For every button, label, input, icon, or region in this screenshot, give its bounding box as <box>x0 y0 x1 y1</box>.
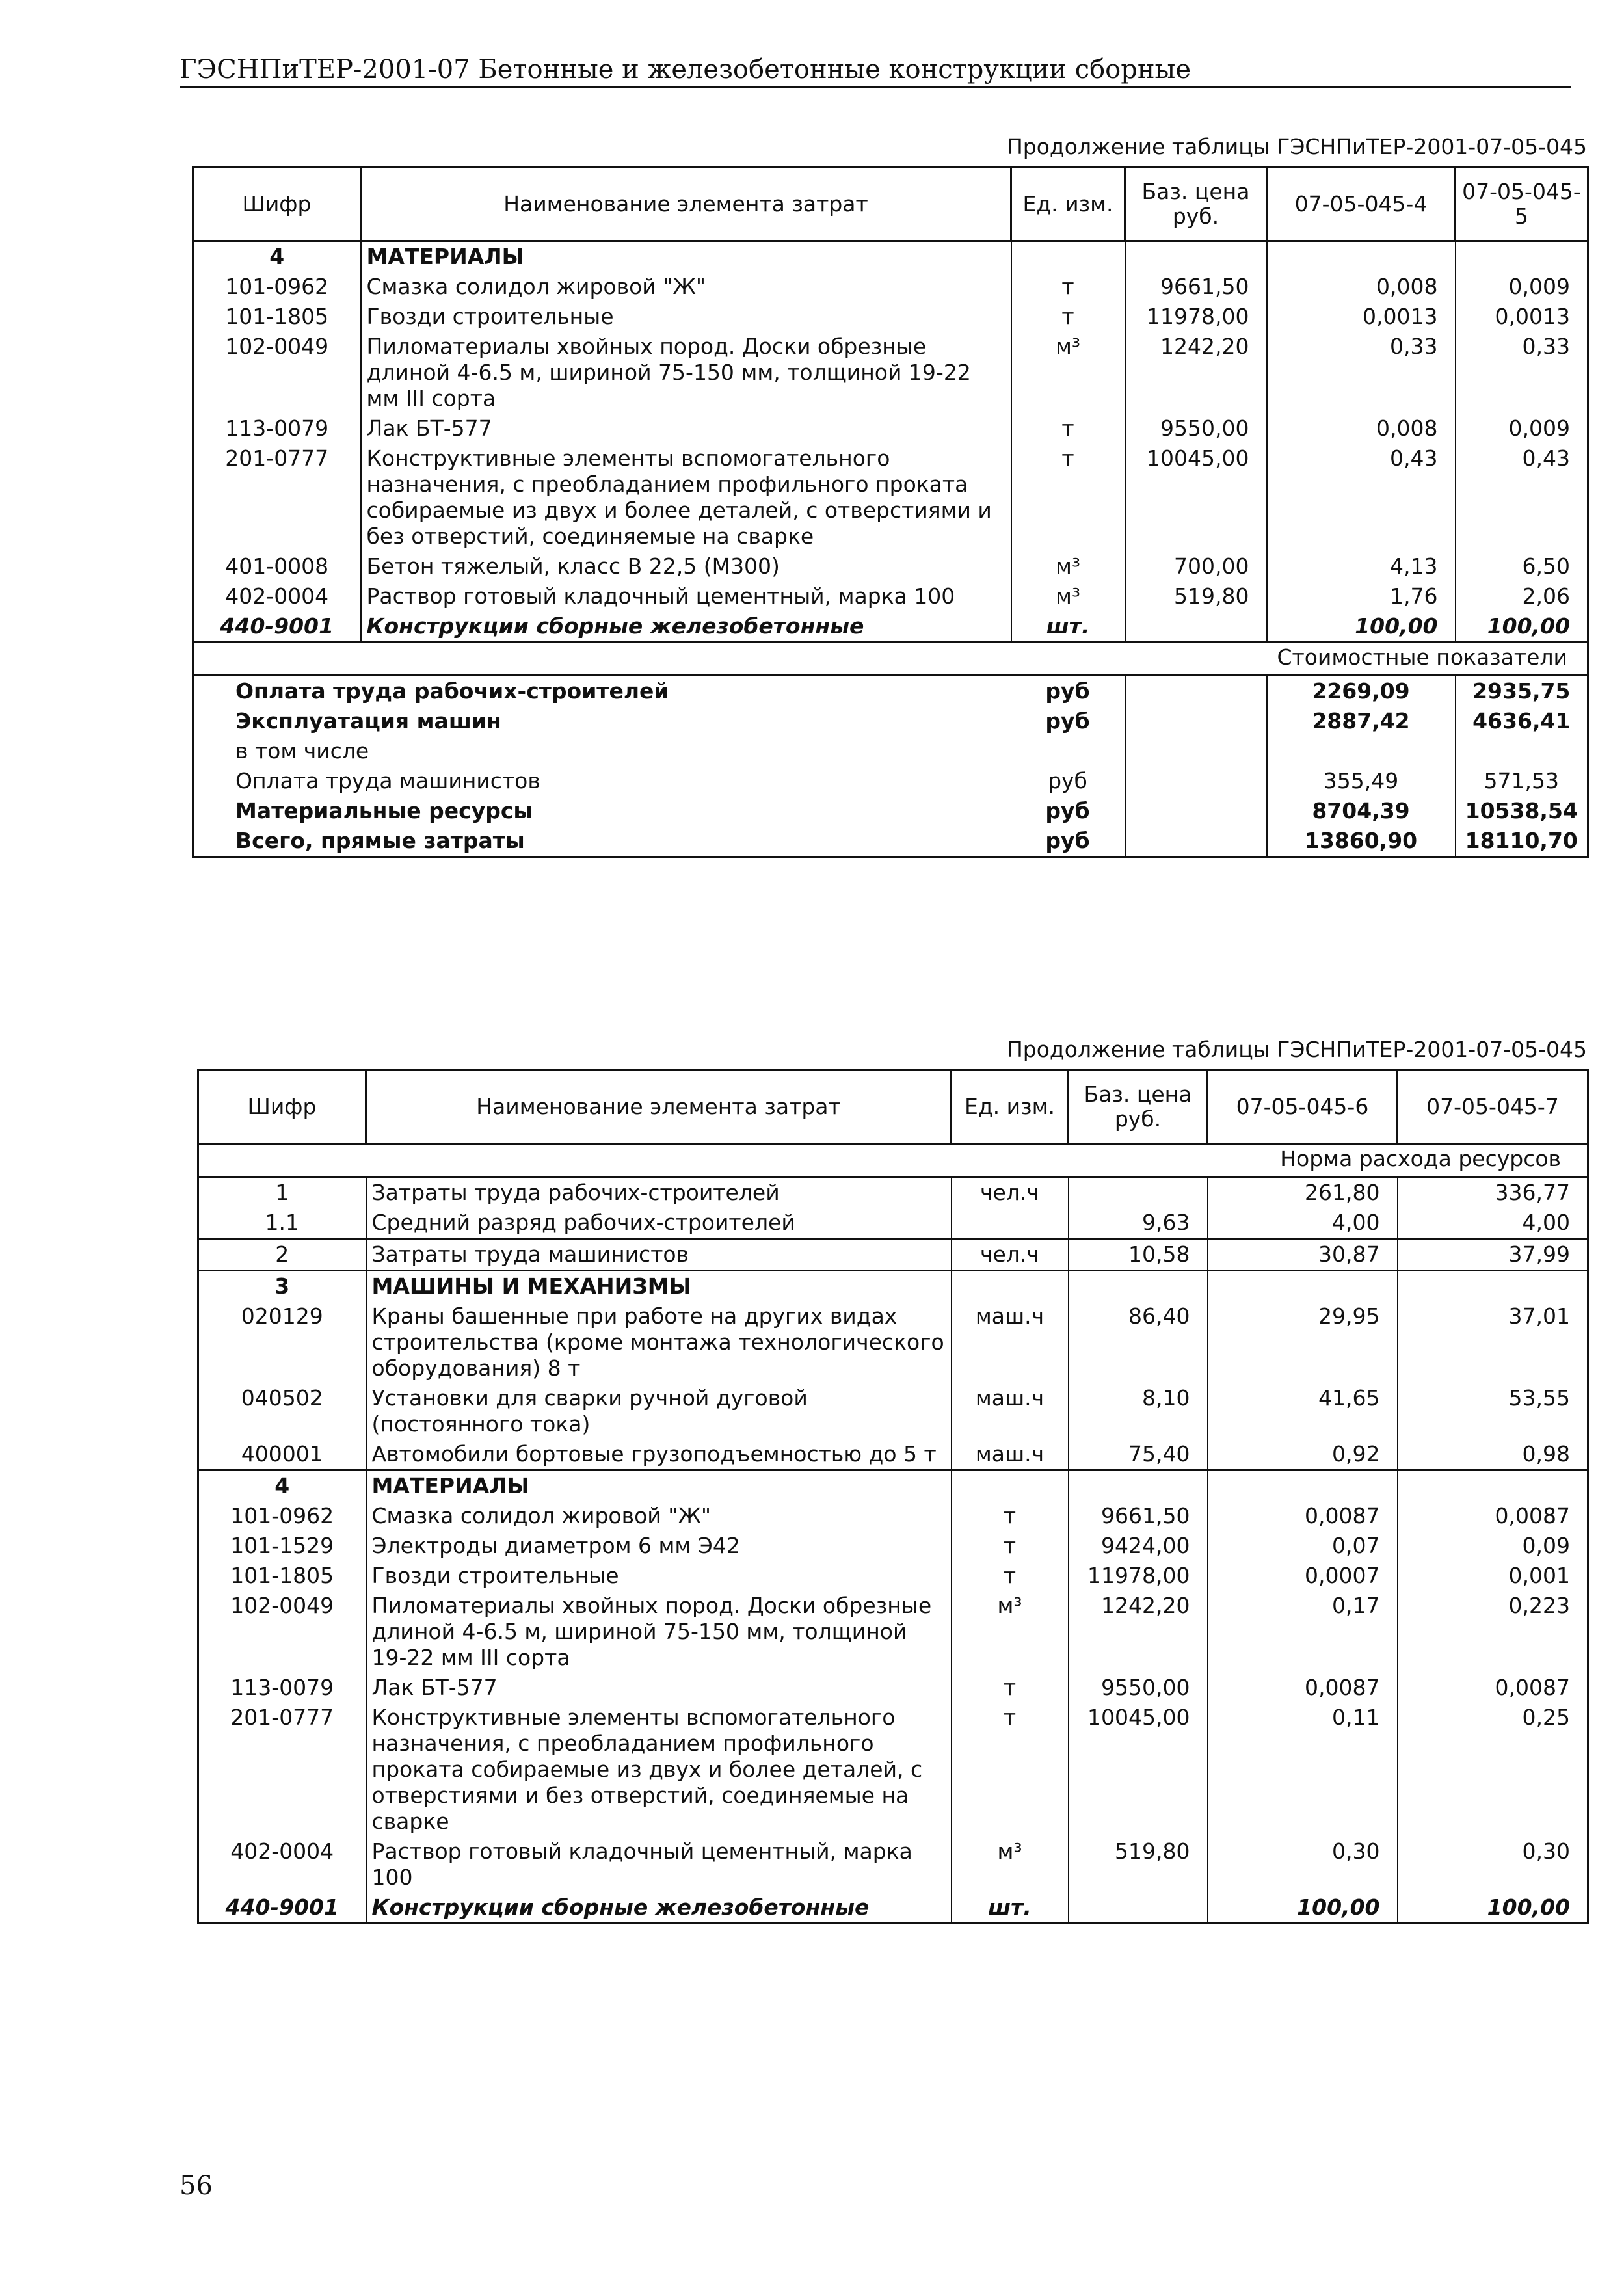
table-cell: Конструктивные элементы вспомогательного назначения, с преобладанием профильного проката собираемые из двух и более деталей, с отверстиями и без отверстий, соединяемые на сварке <box>366 1703 952 1837</box>
table-cell: 0,0087 <box>1208 1673 1398 1703</box>
table-cell: 2,06 <box>1456 581 1588 611</box>
table-cell: 100,00 <box>1398 1893 1588 1924</box>
table-cell: Смазка солидол жировой "Ж" <box>361 272 1011 302</box>
table-cell: 101-1805 <box>198 1561 366 1591</box>
table-cell: т <box>952 1673 1069 1703</box>
section-code: 3 <box>198 1271 366 1302</box>
column-header: 07-05-045-7 <box>1398 1071 1588 1144</box>
cost-row <box>193 736 1588 766</box>
table-cell: 9661,50 <box>1125 272 1267 302</box>
table-cell: 1 <box>198 1177 366 1208</box>
table1-header-row <box>193 168 1588 241</box>
table-cell: 41,65 <box>1208 1383 1398 1439</box>
table-cell: 9550,00 <box>1069 1673 1208 1703</box>
table-cell: 440-9001 <box>198 1893 366 1924</box>
table-cell: руб <box>1045 798 1090 823</box>
table-row <box>198 1893 1588 1924</box>
cost-row <box>193 826 1588 857</box>
table-cell: руб <box>1048 768 1087 793</box>
table2-caption: Продолжение таблицы ГЭСНПиТЕР-2001-07-05-045 <box>1006 1037 1587 1062</box>
table-cell: 1242,20 <box>1125 332 1267 414</box>
cost-name: в том числе <box>193 736 1011 766</box>
table-cell: Бетон тяжелый, класс В 22,5 (М300) <box>361 552 1011 581</box>
table-cell: Лак БТ-577 <box>366 1673 952 1703</box>
cost-header-row <box>193 643 1588 676</box>
table-cell: 1.1 <box>198 1208 366 1239</box>
table-cell: шт. <box>1011 611 1125 643</box>
table-cell: т <box>952 1561 1069 1591</box>
table-cell: 0,07 <box>1208 1531 1398 1561</box>
table-row <box>198 1531 1588 1561</box>
cost-row <box>193 796 1588 826</box>
table-cell: 440-9001 <box>193 611 361 643</box>
table-cell: 355,49 <box>1267 766 1456 796</box>
table-cell <box>1011 736 1125 766</box>
table-cell: Гвозди строительные <box>366 1561 952 1591</box>
table-cell: 0,009 <box>1456 272 1588 302</box>
table-cell: Раствор готовый кладочный цементный, марка 100 <box>366 1837 952 1893</box>
column-header: 07-05-045-4 <box>1267 168 1456 241</box>
header-rule <box>180 86 1571 88</box>
table-cell: 020129 <box>198 1301 366 1383</box>
table-cell: маш.ч <box>952 1439 1069 1470</box>
table-cell: 2269,09 <box>1267 676 1456 707</box>
table-cell: т <box>1011 414 1125 444</box>
table-cell: 9550,00 <box>1125 414 1267 444</box>
table-cell: 9424,00 <box>1069 1531 1208 1561</box>
table-cell: Конструкции сборные железобетонные <box>361 611 1011 643</box>
table-cell: Конструктивные элементы вспомогательного назначения, с преобладанием профильного проката собираемые из двух и более деталей, с отверстиями и без отверстий, соединяемые на сварке <box>361 444 1011 552</box>
cost-name: Материальные ресурсы <box>193 796 1011 826</box>
table-row <box>193 611 1588 643</box>
table-row <box>193 444 1588 552</box>
table-cell: 10,58 <box>1069 1239 1208 1271</box>
table-cell: 9661,50 <box>1069 1501 1208 1531</box>
table-cell: Конструкции сборные железобетонные <box>366 1893 952 1924</box>
table-cell: Автомобили бортовые грузоподъемностью до 5 т <box>366 1439 952 1470</box>
table-cell: 0,0013 <box>1456 302 1588 332</box>
table-cell: руб <box>1045 678 1090 704</box>
table-cell: 2935,75 <box>1456 676 1588 707</box>
table-cell: 2 <box>198 1239 366 1271</box>
table-cell: 86,40 <box>1069 1301 1208 1383</box>
table-row <box>193 414 1588 444</box>
table1-caption: Продолжение таблицы ГЭСНПиТЕР-2001-07-05-045 <box>1006 134 1587 159</box>
table-cell: 18110,70 <box>1456 826 1588 857</box>
table-cell: 400001 <box>198 1439 366 1470</box>
table-cell: 75,40 <box>1069 1439 1208 1470</box>
table-cell: 100,00 <box>1267 611 1456 643</box>
table-cell: 0,25 <box>1398 1703 1588 1837</box>
table-cell: 102-0049 <box>198 1591 366 1673</box>
table-cell: руб <box>1045 828 1090 853</box>
table-row <box>198 1301 1588 1383</box>
table-cell <box>952 1208 1069 1239</box>
column-header: Ед. изм. <box>1011 168 1125 241</box>
norm-header: Норма расхода ресурсов <box>198 1144 1588 1177</box>
cost-name: Оплата труда машинистов <box>193 766 1011 796</box>
table-cell: 0,008 <box>1267 414 1456 444</box>
table-cell: 0,008 <box>1267 272 1456 302</box>
table-cell: м³ <box>1011 552 1125 581</box>
table-cell: 519,80 <box>1125 581 1267 611</box>
table-cell: 402-0004 <box>193 581 361 611</box>
table-cell: 53,55 <box>1398 1383 1588 1439</box>
table-cell: 261,80 <box>1208 1177 1398 1208</box>
table-cell: Краны башенные при работе на других видах строительства (кроме монтажа технологического оборудования) 8 т <box>366 1301 952 1383</box>
cost-name: Оплата труда рабочих-строителей <box>193 676 1011 707</box>
table-cell: т <box>1011 444 1125 552</box>
table-cell: 10538,54 <box>1456 796 1588 826</box>
table-cell: 101-1805 <box>193 302 361 332</box>
table-cell: 9,63 <box>1069 1208 1208 1239</box>
cost-row <box>193 766 1588 796</box>
section-code: 4 <box>193 241 361 273</box>
table-cell: 0,0007 <box>1208 1561 1398 1591</box>
table-row <box>193 272 1588 302</box>
table-cell: 0,0087 <box>1208 1501 1398 1531</box>
table-row <box>193 302 1588 332</box>
table-cell: 6,50 <box>1456 552 1588 581</box>
table-row <box>193 552 1588 581</box>
table-row <box>198 1673 1588 1703</box>
column-header: Наименование элемента затрат <box>361 168 1011 241</box>
table-cell: 0,43 <box>1456 444 1588 552</box>
table-cell: чел.ч <box>952 1239 1069 1271</box>
table-cell: м³ <box>1011 581 1125 611</box>
table-cell: 102-0049 <box>193 332 361 414</box>
table-cell: 571,53 <box>1456 766 1588 796</box>
table-cell: 0,223 <box>1398 1591 1588 1673</box>
table-cell: Средний разряд рабочих-строителей <box>366 1208 952 1239</box>
table-cell: м³ <box>952 1591 1069 1673</box>
table2-header-row <box>198 1071 1588 1144</box>
table-cell: т <box>952 1531 1069 1561</box>
table-cell: Лак БТ-577 <box>361 414 1011 444</box>
table-cell: 101-0962 <box>198 1501 366 1531</box>
table-row <box>198 1561 1588 1591</box>
section-title: МАТЕРИАЛЫ <box>366 1470 952 1502</box>
table-cell: чел.ч <box>952 1177 1069 1208</box>
table-cell: 0,009 <box>1456 414 1588 444</box>
table-cell: 336,77 <box>1398 1177 1588 1208</box>
table-cell: 0,0013 <box>1267 302 1456 332</box>
column-header: Ед. изм. <box>952 1071 1069 1144</box>
table-cell: Смазка солидол жировой "Ж" <box>366 1501 952 1531</box>
table-cell: 4636,41 <box>1456 706 1588 736</box>
table-cell: м³ <box>1011 332 1125 414</box>
table-row <box>198 1837 1588 1893</box>
table-cell: 0,33 <box>1267 332 1456 414</box>
table-cell: 1,76 <box>1267 581 1456 611</box>
table-cell: 11978,00 <box>1125 302 1267 332</box>
table-cell: 101-1529 <box>198 1531 366 1561</box>
table-cell: 0,33 <box>1456 332 1588 414</box>
table-cell: 37,01 <box>1398 1301 1588 1383</box>
table-cell: 0,43 <box>1267 444 1456 552</box>
column-header: Шифр <box>193 168 361 241</box>
section-title: МАШИНЫ И МЕХАНИЗМЫ <box>366 1271 952 1302</box>
table2 <box>197 1069 1589 1924</box>
cost-row <box>193 676 1588 707</box>
table-cell: 8704,39 <box>1267 796 1456 826</box>
section-code: 4 <box>198 1470 366 1502</box>
table-cell: Затраты труда рабочих-строителей <box>366 1177 952 1208</box>
table-cell: 0,92 <box>1208 1439 1398 1470</box>
table-cell: 113-0079 <box>198 1673 366 1703</box>
table-cell: Пиломатериалы хвойных пород. Доски обрезные длиной 4-6.5 м, шириной 75-150 мм, толщиной 19-22 мм III сорта <box>361 332 1011 414</box>
section-row <box>198 1470 1588 1502</box>
table1 <box>192 166 1589 858</box>
table-cell: Установки для сварки ручной дуговой (постоянного тока) <box>366 1383 952 1439</box>
table-cell: Раствор готовый кладочный цементный, марка 100 <box>361 581 1011 611</box>
table-cell: 040502 <box>198 1383 366 1439</box>
table-cell: 4,13 <box>1267 552 1456 581</box>
table-cell: 37,99 <box>1398 1239 1588 1271</box>
table-row <box>193 332 1588 414</box>
table-cell: 4,00 <box>1208 1208 1398 1239</box>
table-cell: руб <box>1045 708 1090 734</box>
table-cell: Электроды диаметром 6 мм Э42 <box>366 1531 952 1561</box>
norm-header-row <box>198 1144 1588 1177</box>
table-cell: 10045,00 <box>1125 444 1267 552</box>
table-cell: 10045,00 <box>1069 1703 1208 1837</box>
table-cell: 29,95 <box>1208 1301 1398 1383</box>
page-number: 56 <box>180 2171 213 2201</box>
cost-name: Всего, прямые затраты <box>193 826 1011 857</box>
table-cell: 0,17 <box>1208 1591 1398 1673</box>
table-cell <box>1069 1893 1208 1924</box>
column-header: Шифр <box>198 1071 366 1144</box>
section-row <box>198 1271 1588 1302</box>
table-cell: 113-0079 <box>193 414 361 444</box>
table-cell: т <box>952 1703 1069 1837</box>
cost-row <box>193 706 1588 736</box>
column-header: 07-05-045-6 <box>1208 1071 1398 1144</box>
table-row <box>193 581 1588 611</box>
table-row <box>198 1703 1588 1837</box>
table-row <box>198 1591 1588 1673</box>
table-row <box>198 1439 1588 1470</box>
table-cell: 0,001 <box>1398 1561 1588 1591</box>
table-cell <box>1456 736 1588 766</box>
table-cell: Гвозди строительные <box>361 302 1011 332</box>
table-row <box>198 1239 1588 1271</box>
table-cell <box>1125 611 1267 643</box>
table-cell: т <box>952 1501 1069 1531</box>
table-cell: 1242,20 <box>1069 1591 1208 1673</box>
table-cell: 11978,00 <box>1069 1561 1208 1591</box>
table-cell: т <box>1011 302 1125 332</box>
table-cell: 0,98 <box>1398 1439 1588 1470</box>
table-cell <box>1267 736 1456 766</box>
table-cell: 100,00 <box>1208 1893 1398 1924</box>
column-header: Баз. цена руб. <box>1069 1071 1208 1144</box>
section-row <box>193 241 1588 273</box>
section-title: МАТЕРИАЛЫ <box>361 241 1011 273</box>
table-row <box>198 1177 1588 1208</box>
table-cell: маш.ч <box>952 1301 1069 1383</box>
table-cell: 2887,42 <box>1267 706 1456 736</box>
table-cell: 401-0008 <box>193 552 361 581</box>
table-cell <box>1069 1177 1208 1208</box>
table-row <box>198 1501 1588 1531</box>
column-header: Наименование элемента затрат <box>366 1071 952 1144</box>
table-cell: 0,30 <box>1398 1837 1588 1893</box>
table-cell: 0,0087 <box>1398 1501 1588 1531</box>
table-cell: маш.ч <box>952 1383 1069 1439</box>
table-cell: шт. <box>952 1893 1069 1924</box>
cost-name: Эксплуатация машин <box>193 706 1011 736</box>
table-cell: 0,11 <box>1208 1703 1398 1837</box>
table-cell: м³ <box>952 1837 1069 1893</box>
table-cell: т <box>1011 272 1125 302</box>
table-cell: 0,30 <box>1208 1837 1398 1893</box>
table-cell: 101-0962 <box>193 272 361 302</box>
table-cell: 201-0777 <box>198 1703 366 1837</box>
table-row <box>198 1383 1588 1439</box>
table-cell: 100,00 <box>1456 611 1588 643</box>
table-cell: 8,10 <box>1069 1383 1208 1439</box>
table-cell: 0,0087 <box>1398 1673 1588 1703</box>
table-cell: Пиломатериалы хвойных пород. Доски обрезные длиной 4-6.5 м, шириной 75-150 мм, толщиной 19-22 мм III сорта <box>366 1591 952 1673</box>
table-cell: Затраты труда машинистов <box>366 1239 952 1271</box>
table-cell: 30,87 <box>1208 1239 1398 1271</box>
table-cell: 4,00 <box>1398 1208 1588 1239</box>
table-cell: 700,00 <box>1125 552 1267 581</box>
table-cell: 402-0004 <box>198 1837 366 1893</box>
table-cell: 0,09 <box>1398 1531 1588 1561</box>
table-cell: 201-0777 <box>193 444 361 552</box>
table-cell: 13860,90 <box>1267 826 1456 857</box>
page-header: ГЭСНПиТЕР-2001-07 Бетонные и железобетонные конструкции сборные <box>180 55 1191 85</box>
column-header: Баз. цена руб. <box>1125 168 1267 241</box>
cost-header: Стоимостные показатели <box>193 643 1588 676</box>
table-row <box>198 1208 1588 1239</box>
column-header: 07-05-045-5 <box>1456 168 1588 241</box>
table-cell: 519,80 <box>1069 1837 1208 1893</box>
